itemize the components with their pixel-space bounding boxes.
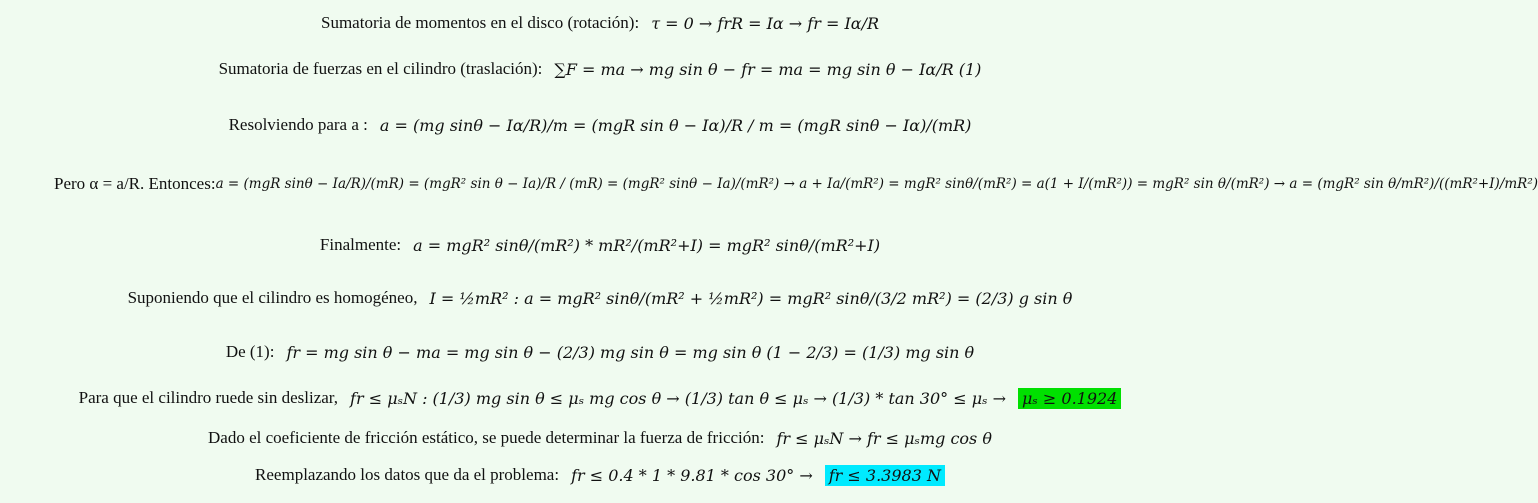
line-1-text: Sumatoria de momentos en el disco (rotación): (321, 13, 640, 32)
line-9-text: Dado el coeficiente de fricción estático, se puede determinar la fuerza de fricción: (208, 428, 765, 447)
result-friction-badge: fr ≤ 3.3983 N (825, 465, 945, 486)
line-7-math: fr = mg sin θ − ma = mg sin θ − (2/3) mg sin θ = mg sin θ (1 − 2/3) = (1/3) mg sin θ (286, 342, 975, 362)
line-3-math: a = (mg sinθ − Iα/R)/m = (mgR sin θ − Iα)/R / m = (mgR sinθ − Iα)/(mR) (379, 115, 972, 135)
line-no-slip (0, 381, 1200, 415)
line-final (0, 228, 1200, 262)
line-10-text: Reemplazando los datos que da el problema: (255, 465, 560, 484)
line-force-sum (0, 52, 1200, 86)
result-mu-badge: μₛ ≥ 0.1924 (1018, 388, 1121, 409)
line-4-text: Pero α = a/R. Entonces: (54, 174, 216, 193)
line-2-text: Sumatoria de fuerzas en el cilindro (traslación): (218, 59, 543, 78)
line-6-math: I = ½mR² : a = mgR² sinθ/(mR² + ½mR²) = mgR² sinθ/(3/2 mR²) = (2/3) g sin θ (429, 288, 1073, 308)
line-8-math: fr ≤ μₛN : (1/3) mg sin θ ≤ μₛ mg cos θ → (1/3) tan θ ≤ μₛ → (1/3) * tan 30° ≤ μₛ → (350, 388, 1007, 408)
line-friction-coef (0, 423, 1200, 453)
line-3-text: Resolviendo para a : (228, 115, 368, 134)
line-1-math: τ = 0 → frR = Iα → fr = Iα/R (651, 13, 879, 33)
line-9-math: fr ≤ μₛN → fr ≤ μₛmg cos θ (776, 428, 992, 448)
line-homogeneous (0, 281, 1200, 315)
line-from-1 (0, 335, 1200, 369)
line-5-math: a = mgR² sinθ/(mR²) * mR²/(mR²+I) = mgR² sinθ/(mR²+I) (413, 235, 881, 255)
line-7-text: De (1): (225, 342, 275, 361)
line-8-text: Para que el cilindro ruede sin deslizar, (78, 388, 339, 407)
line-4-math: a = (mgR sinθ − Ia/R)/(mR) = (mgR² sin θ − Ia)/R / (mR) = (mgR² sinθ − Ia)/(mR²) → a + Ia/(mR²) = mgR² sinθ/(mR²) = a(1 + I/(mR²)) = mgR² sin θ/(mR²) → a = (mgR² sin θ/mR²)/((mR²+I)/mR²) (215, 176, 1538, 192)
line-moment-sum (0, 6, 1200, 40)
line-10-math: fr ≤ 0.4 * 1 * 9.81 * cos 30° → (571, 465, 813, 485)
line-6-text: Suponiendo que el cilindro es homogéneo, (127, 288, 418, 307)
line-substitute-alpha (54, 164, 1538, 204)
line-2-math: ∑F = ma → mg sin θ − fr = ma = mg sin θ − Iα/R (1) (554, 59, 982, 79)
line-replace-data (0, 460, 1200, 490)
line-solve-a (0, 108, 1200, 142)
line-5-text: Finalmente: (319, 235, 402, 254)
